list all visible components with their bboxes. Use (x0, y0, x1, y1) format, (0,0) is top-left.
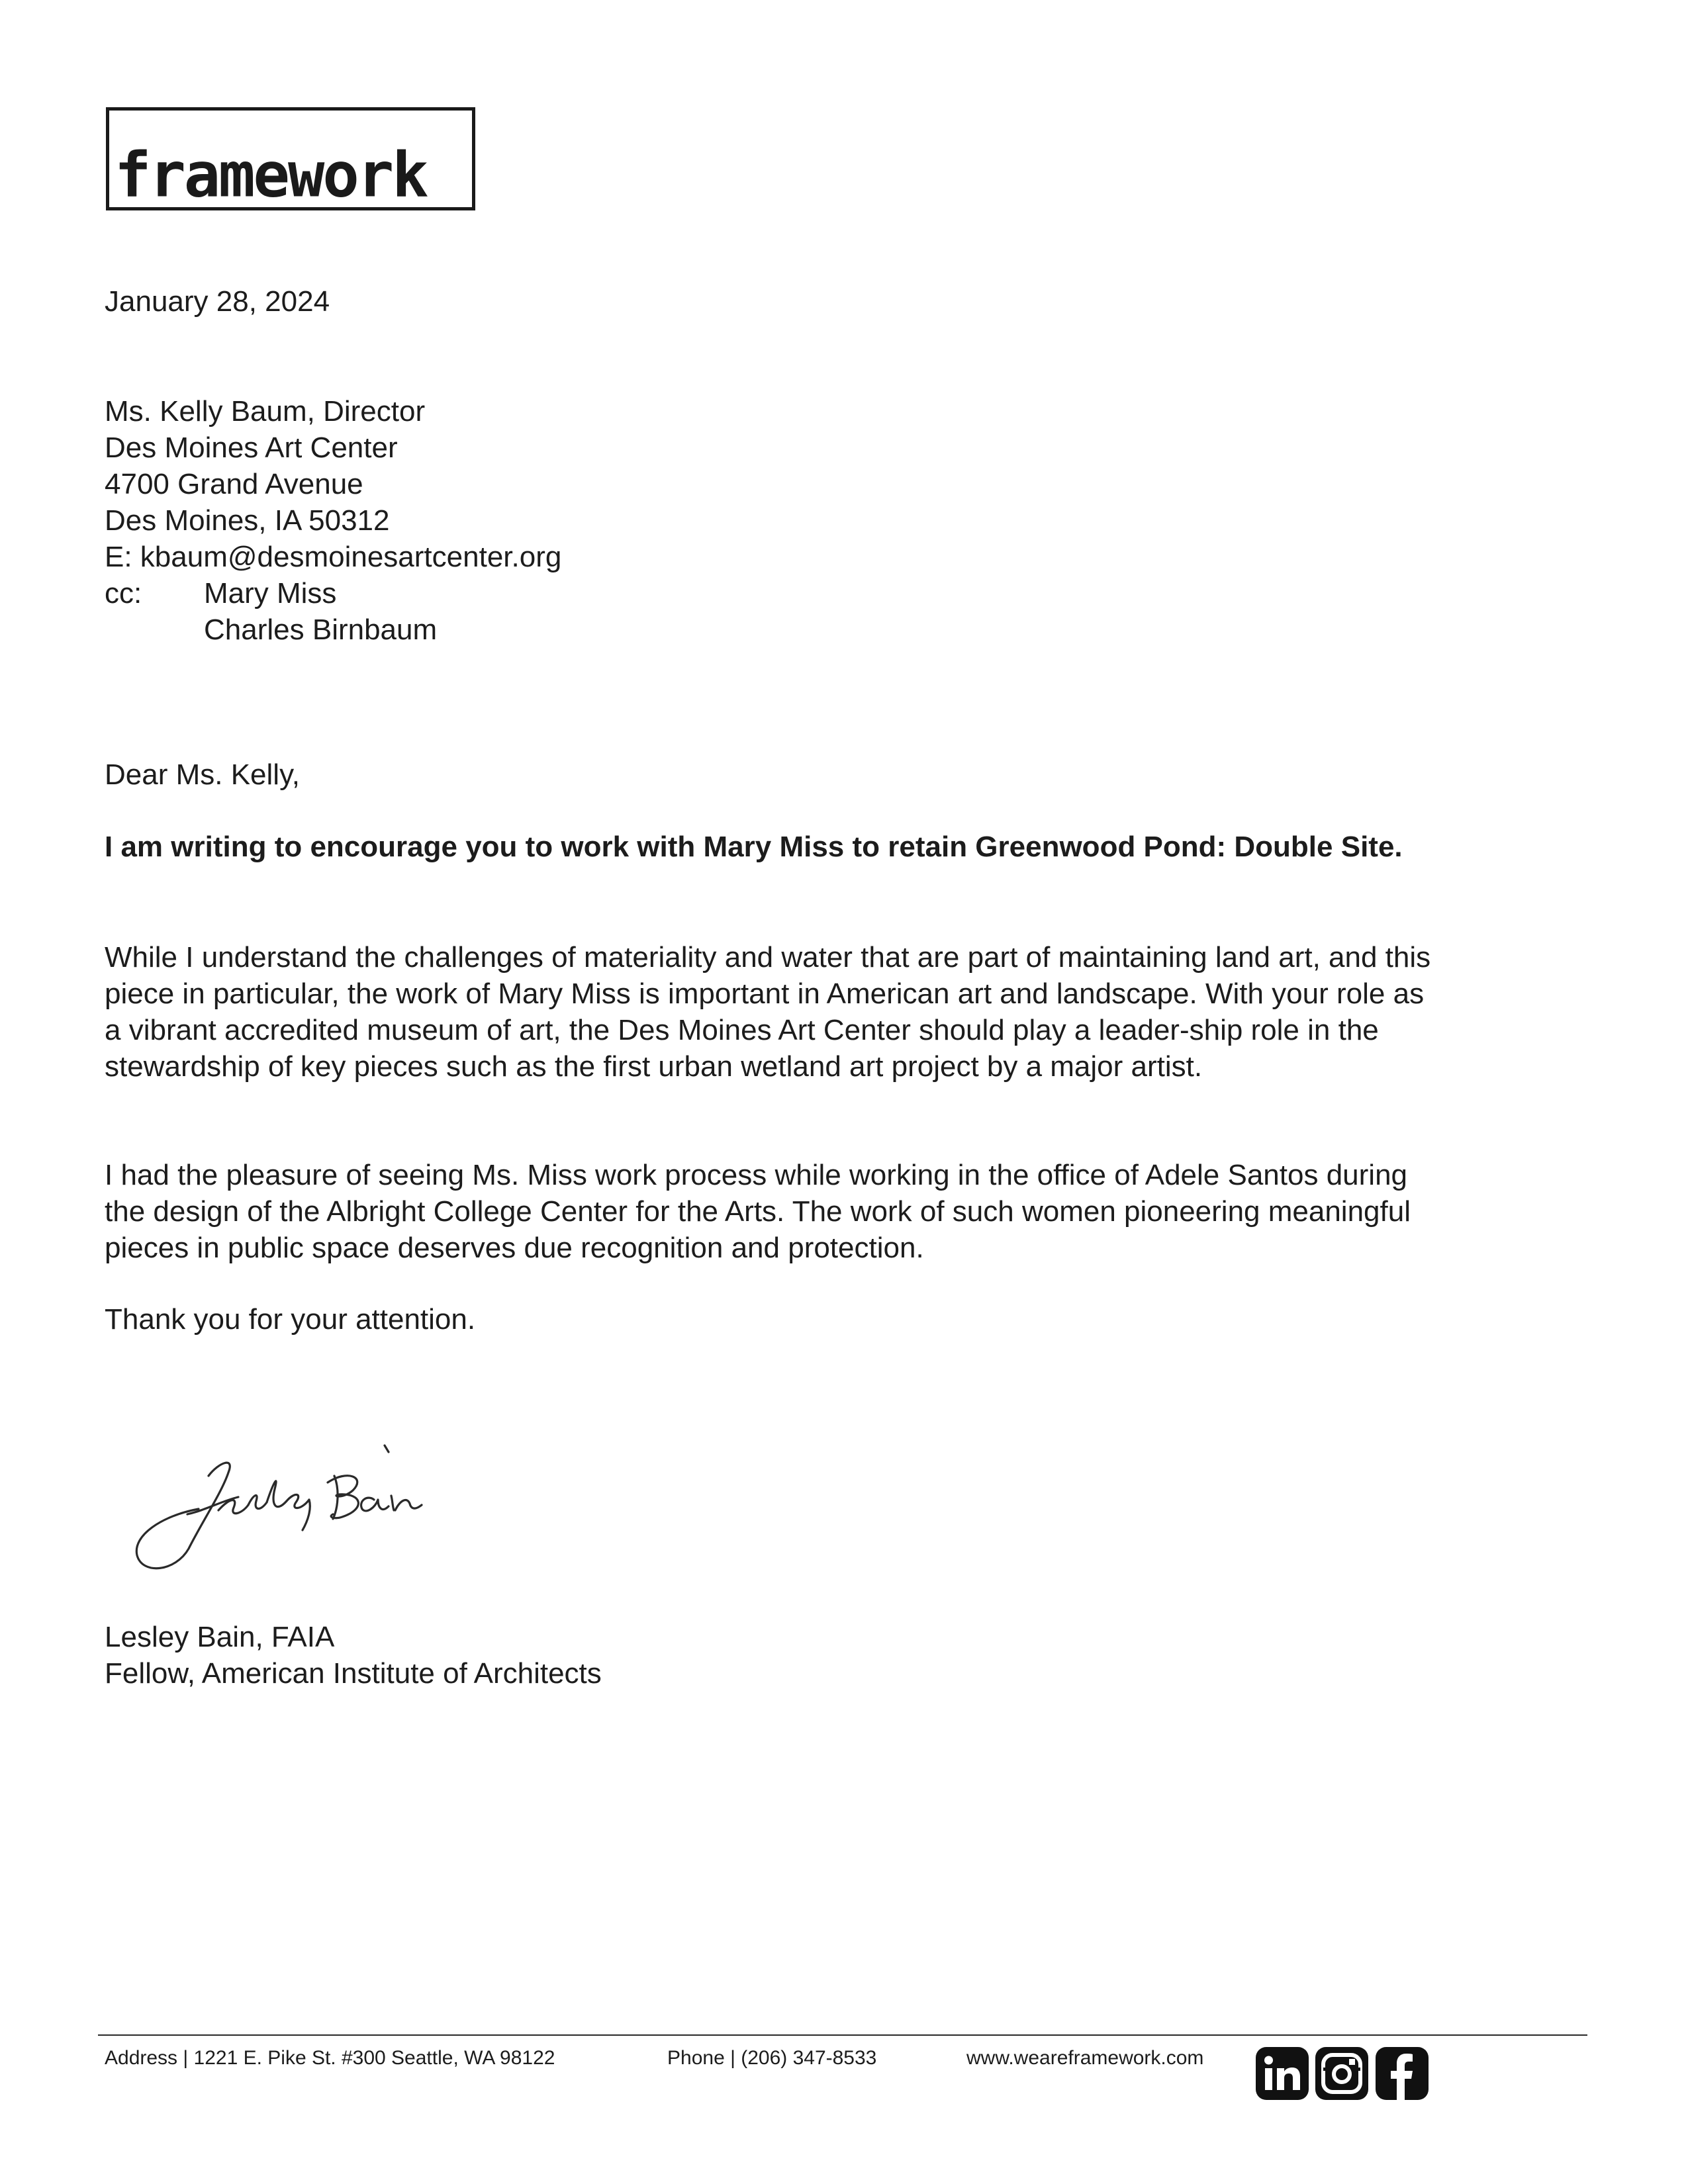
body-paragraph-1: While I understand the challenges of materiality and water that are part of maintaining land art, and this piece in particular, the work of Mary Miss is important in American art and landscape. With your role as a vibrant accredited museum of art, the Des Moines Art Center should play a leader-ship role in the stewardship of key pieces such as the first urban wetland art project by a major artist. (105, 941, 1431, 1083)
framework-logo (106, 107, 475, 210)
cc-recipient-2: Charles Birnbaum (204, 614, 438, 646)
signer-title: Fellow, American Institute of Architects (105, 1657, 602, 1690)
instagram-icon[interactable] (1315, 2046, 1369, 2101)
footer-phone: Phone | (206) 347-8533 (667, 2047, 877, 2069)
cc-label: cc: (105, 577, 142, 610)
footer-website[interactable]: www.weareframework.com (966, 2047, 1204, 2069)
handwritten-signature (129, 1436, 480, 1585)
signer-name: Lesley Bain, FAIA (105, 1621, 335, 1653)
lead-statement: I am writing to encourage you to work with Mary Miss to retain Greenwood Pond: Double Site. (105, 831, 1403, 863)
salutation: Dear Ms. Kelly, (105, 758, 301, 791)
recipient-city: Des Moines, IA 50312 (105, 504, 390, 537)
recipient-email: E: kbaum@desmoinesartcenter.org (105, 541, 562, 573)
body-paragraph-2: I had the pleasure of seeing Ms. Miss work process while working in the office of Adele Santos during the design of the Albright College Center for the Arts. The work of such women pioneering meaningful pieces in public space deserves due recognition and protection. (105, 1159, 1411, 1264)
recipient-address-block (105, 393, 561, 648)
closing-line: Thank you for your attention. (105, 1303, 476, 1336)
recipient-street: 4700 Grand Avenue (105, 468, 363, 500)
recipient-organization: Des Moines Art Center (105, 432, 398, 464)
linkedin-icon[interactable] (1255, 2046, 1309, 2101)
recipient-name: Ms. Kelly Baum, Director (105, 395, 426, 428)
letter-date: January 28, 2024 (105, 285, 330, 318)
logo-text: framework (115, 138, 427, 212)
footer-divider (98, 2034, 1587, 2036)
facebook-icon[interactable] (1375, 2046, 1429, 2101)
cc-recipient-1: Mary Miss (204, 577, 337, 610)
cc-row (105, 575, 561, 612)
signer-block (105, 1619, 602, 1692)
footer-address: Address | 1221 E. Pike St. #300 Seattle, WA 98122 (105, 2047, 555, 2069)
